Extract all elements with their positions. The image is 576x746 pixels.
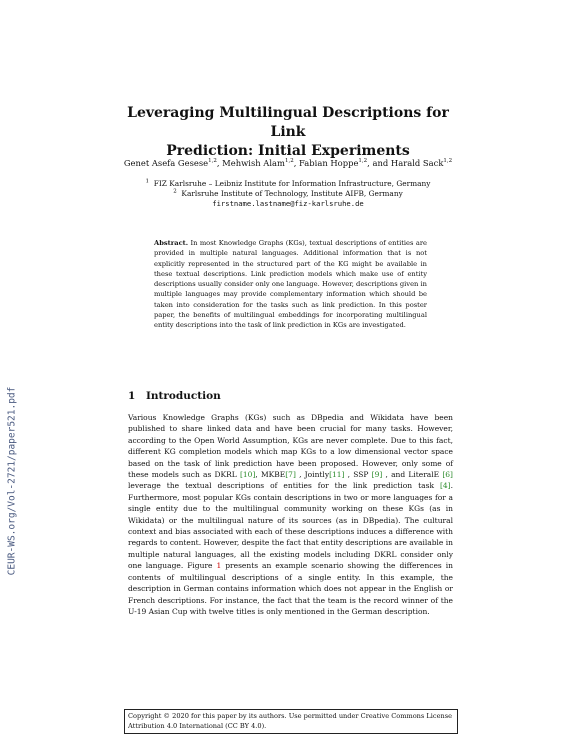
author-affiliation-marker: 1,2: [284, 158, 294, 165]
author-name: Genet Asefa Gesese: [123, 158, 209, 168]
paper-title: [120, 104, 456, 161]
affiliations: [112, 179, 464, 209]
citation-link[interactable]: [6]: [442, 470, 453, 480]
affiliation-marker: 2: [173, 188, 177, 195]
citation-link[interactable]: [4]: [439, 481, 451, 491]
body-text-run: , SSP: [344, 470, 372, 480]
affiliation-line: [112, 189, 464, 199]
citation-link[interactable]: [11]: [329, 470, 345, 480]
author-email: firstname.lastname@fiz-karlsruhe.de: [212, 199, 364, 208]
body-text-run: , and LiteralE: [382, 470, 443, 480]
side-url-text[interactable]: CEUR-WS.org/Vol-2721/paper521.pdf: [6, 386, 18, 576]
section-title: Introduction: [146, 390, 221, 402]
affiliation-text: Karlsruhe Institute of Technology, Institute AIFB, Germany: [181, 189, 403, 198]
body-text-run: leverage the textual descriptions of entities for the link prediction task: [128, 481, 440, 491]
section-heading: [128, 389, 221, 403]
body-text-run: , Jointly: [295, 470, 330, 480]
abstract-text: In most Knowledge Graphs (KGs), textual descriptions of entities are provided in multiple natural languages. Additional information that is not explicitly represented in the structured part of the KG might be available in these textual descriptions. Link prediction models which make use of entity descriptions usually consider only one language. However, descriptions given in multiple languages may provide complementary information which should be taken into consideration for the tasks such as link prediction. In this poster paper, the benefits of multilingual embeddings for incorporating multilingual entity descriptions into the task of link prediction in KGs are investigated.: [154, 239, 427, 330]
side-url-stamp[interactable]: [2, 388, 22, 574]
affiliation-line: [112, 179, 464, 189]
body-text-run: , MKBE: [255, 470, 286, 480]
introduction-paragraph: [128, 412, 453, 617]
author-name: Mehwish Alam: [222, 158, 285, 168]
figure-reference-link[interactable]: 1: [216, 561, 222, 571]
title-line-1: Leveraging Multilingual Descriptions for Link: [127, 105, 449, 140]
body-text-run: . Furthermore, most popular KGs contain descriptions in two or more languages for a single entity due to the multilingual community working on these KGs (as in Wikidata) or the multilingual nature of its sources (as in DBpedia). The cultural context and bias associated with each of these descriptions induces a difference with regards to content. However, despite the fact that entity descriptions are available in multiple natural languages, all the existing models including DKRL consider only one language. Figure: [128, 481, 453, 571]
citation-link[interactable]: [9]: [371, 470, 383, 480]
body-text-run: Various Knowledge Graphs (KGs) such as DBpedia and Wikidata have been published to share linked data and have been crucial for many tasks. However, according to the Open World Assumption, KGs are never complete. Due to this fact, different KG completion models which map KGs to a low dimensional vector space based on the task of link prediction have been proposed. However, only some of these models such as DKRL: [128, 413, 453, 480]
author-list: Genet Asefa Gesese$^{1,2}$, Mehwish Alam$^{1,2}$, Fabian Hoppe$^{1,2}$, and Harald Sack$^{1,2}$: [123, 158, 453, 168]
copyright-notice: Copyright © 2020 for this paper by its authors. Use permitted under Creative Commons License Attribution 4.0 International (CC BY 4.0).: [124, 709, 458, 734]
author-affiliation-marker: 1,2: [208, 158, 217, 165]
author-affiliation-marker: 1,2: [443, 158, 453, 165]
abstract: [154, 238, 427, 331]
abstract-label: Abstract.: [154, 239, 189, 247]
affiliation-text: FIZ Karlsruhe – Leibniz Institute for Information Infrastructure, Germany: [153, 179, 431, 188]
citation-link[interactable]: [7]: [285, 470, 296, 480]
title-line-2: Prediction: Initial Experiments: [166, 143, 410, 159]
section-number: 1: [128, 390, 136, 402]
affiliation-marker: 1: [145, 178, 150, 185]
author-name: Fabian Hoppe: [299, 158, 359, 168]
author-affiliation-marker: 1,2: [358, 158, 368, 165]
author-name: Harald Sack: [390, 158, 444, 168]
body-text-run: presents an example scenario showing the differences in contents of multilingual descriptions of a single entity. In this example, the description in German contains information which does not appear in the English or French descriptions. For instance, the fact that the team is the record winner of the U-19 Asian Cup with twelve titles is only mentioned in the German description.: [128, 561, 453, 616]
citation-link[interactable]: [10]: [239, 470, 256, 480]
